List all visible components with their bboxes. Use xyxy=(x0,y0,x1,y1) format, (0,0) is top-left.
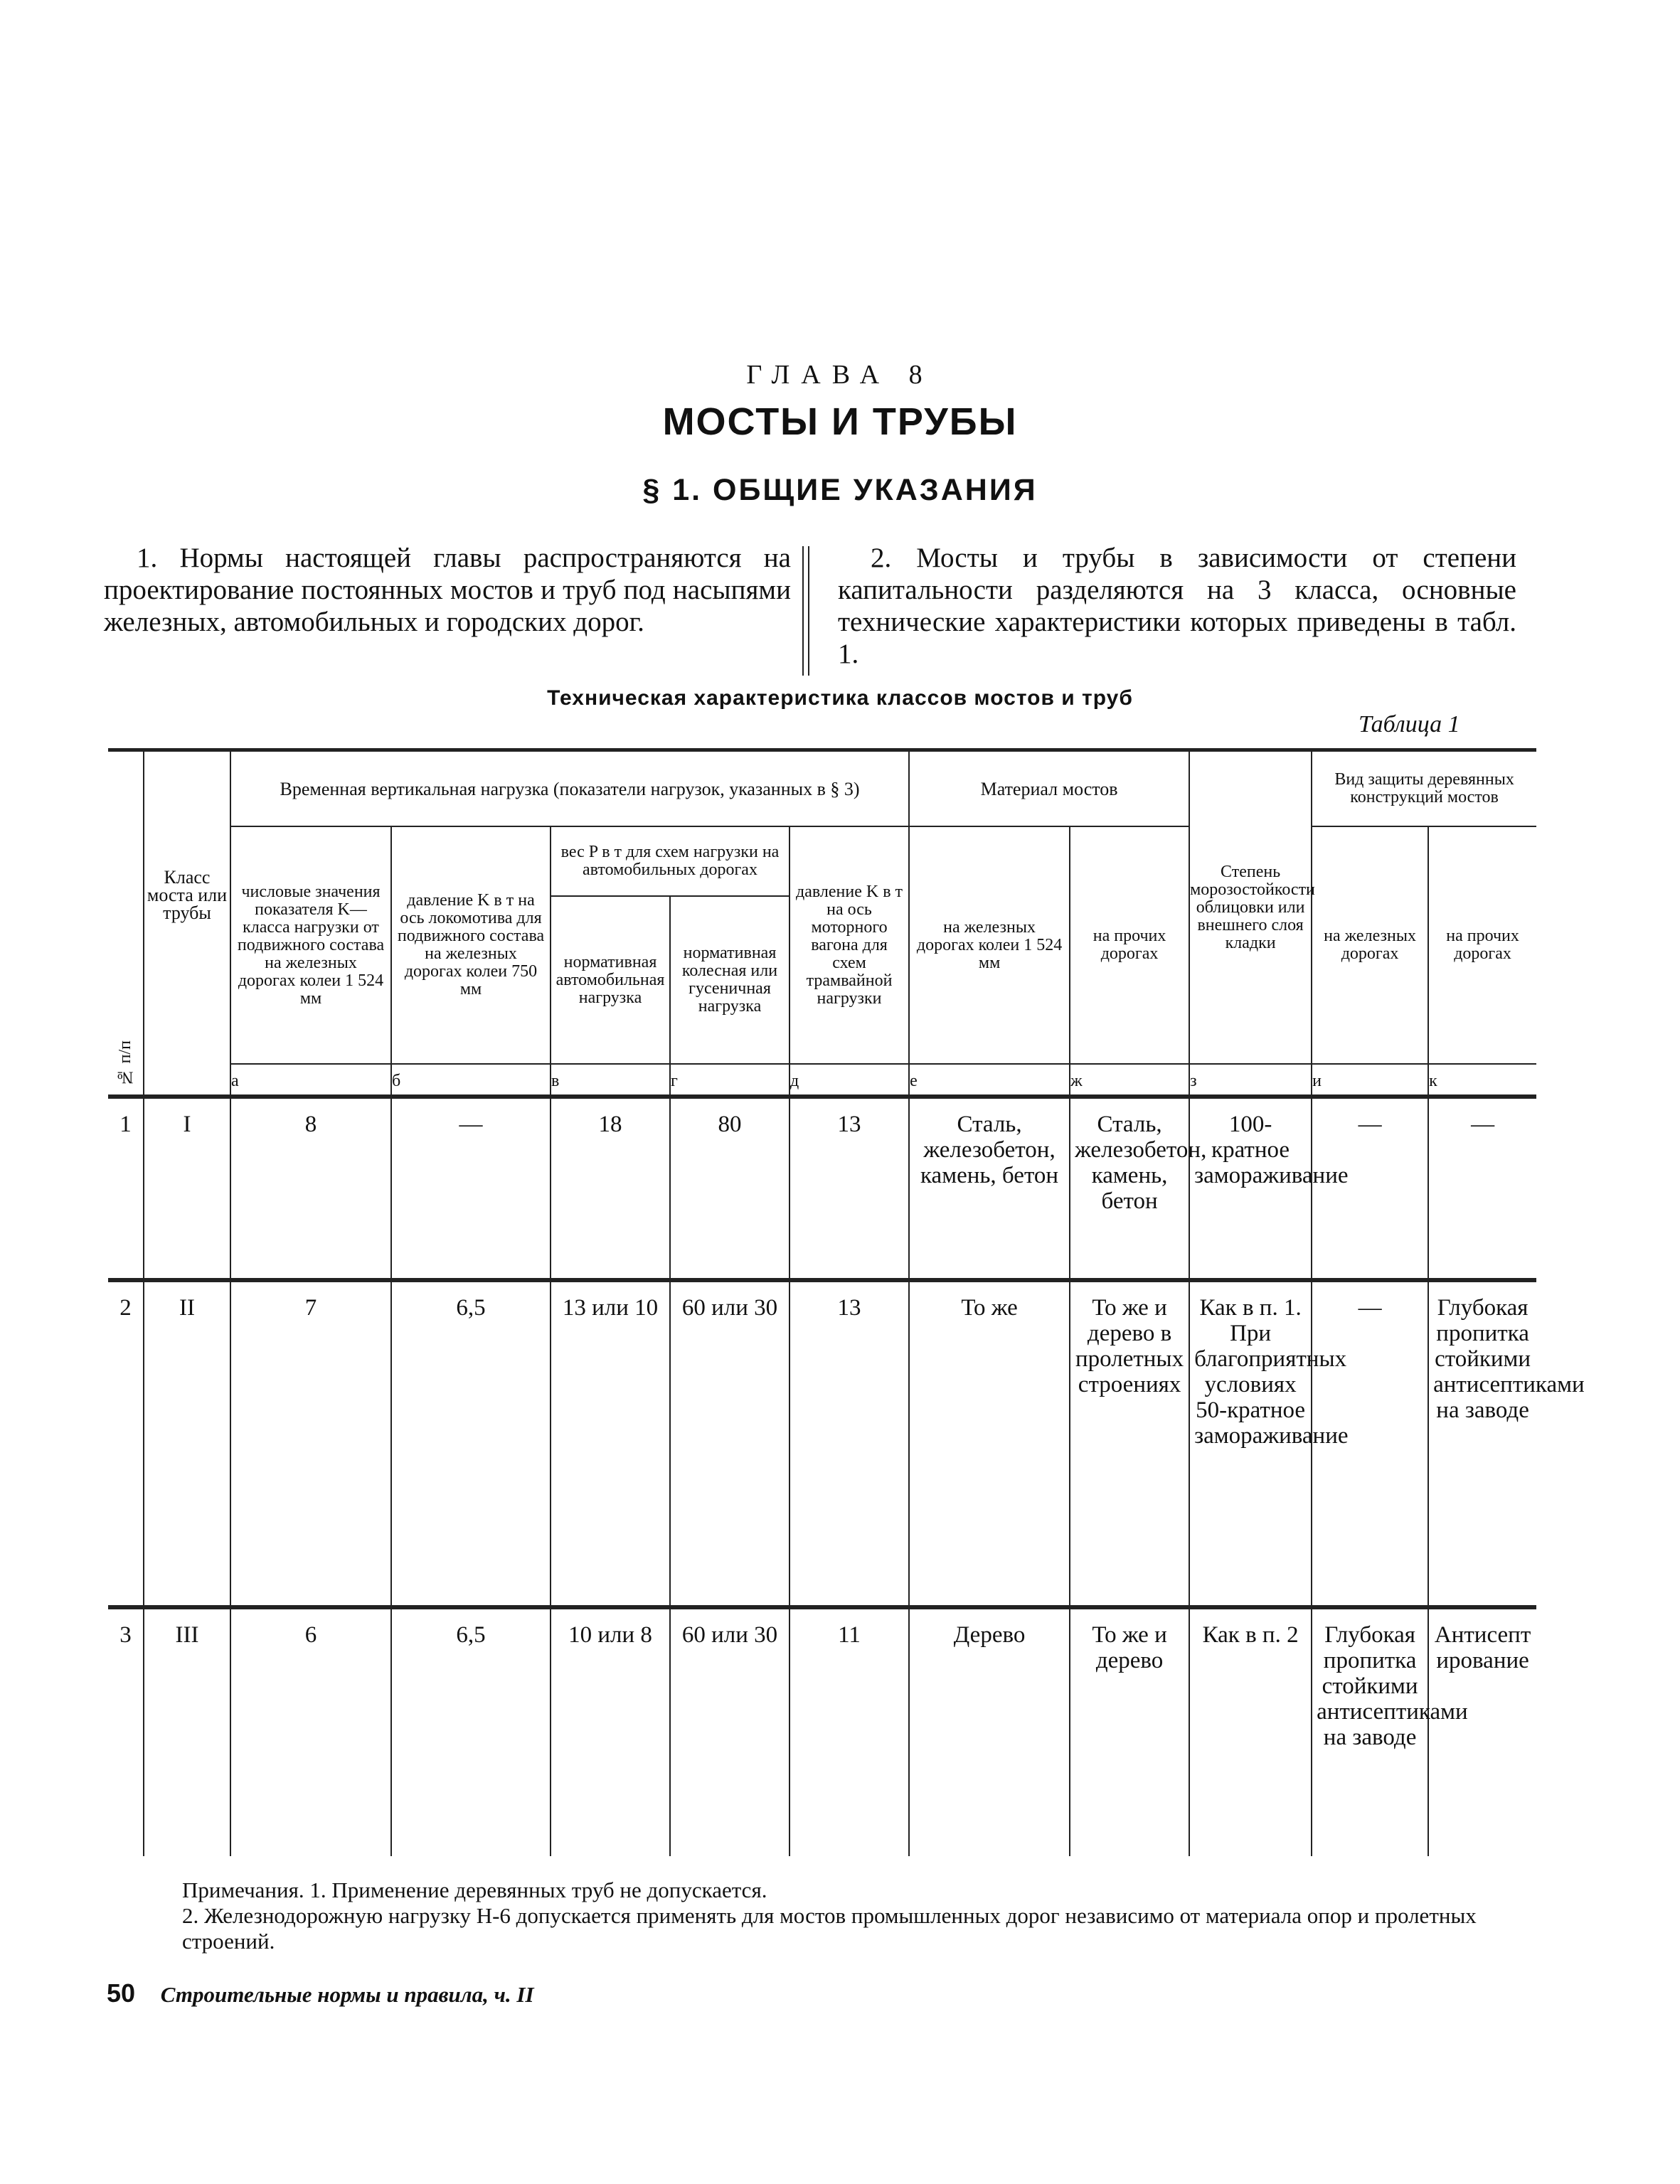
page-footer xyxy=(107,1978,534,2008)
cell-b: 6,5 xyxy=(391,1280,551,1607)
table-row xyxy=(108,1097,1536,1280)
header-d: давление K в т на ось моторного вагона для схем трамвайной нагрузки xyxy=(790,826,909,1064)
letter-v: в xyxy=(551,1064,670,1097)
header-material-group: Материал мостов xyxy=(909,750,1189,827)
cell-zh: То же и дерево xyxy=(1070,1607,1189,1856)
cell-v: 10 или 8 xyxy=(551,1607,670,1856)
table-title: Техническая характеристика классов мостов и труб xyxy=(547,686,1133,710)
cell-e: То же xyxy=(909,1280,1070,1607)
page-number: 50 xyxy=(107,1978,136,2008)
cell-n: 3 xyxy=(108,1607,144,1856)
cell-b: 6,5 xyxy=(391,1607,551,1856)
cell-a: 7 xyxy=(230,1280,391,1607)
cell-g: 60 или 30 xyxy=(670,1280,790,1607)
cell-d: 13 xyxy=(790,1280,909,1607)
cell-zh: Сталь, железобетон, камень, бетон xyxy=(1070,1097,1189,1280)
cell-k: Антисептирование xyxy=(1428,1607,1536,1856)
cell-n: 1 xyxy=(108,1097,144,1280)
cell-i: — xyxy=(1312,1280,1428,1607)
cell-d: 11 xyxy=(790,1607,909,1856)
letter-z: з xyxy=(1189,1064,1312,1097)
cell-g: 80 xyxy=(670,1097,790,1280)
letter-zh: ж xyxy=(1070,1064,1189,1097)
letter-e: е xyxy=(909,1064,1070,1097)
paragraph-1: 1. Нормы настоящей главы распространяются на проектирование постоянных мостов и труб под насыпями железных, автомобильных и городских дорог. xyxy=(104,543,791,637)
section-title: § 1. ОБЩИЕ УКАЗАНИЯ xyxy=(642,473,1038,507)
header-num: № п/п xyxy=(108,750,144,1097)
cell-z: 100-кратное замораживание xyxy=(1189,1097,1312,1280)
header-g: нормативная колесная или гусеничная нагрузка xyxy=(670,896,790,1064)
header-z: Степень морозостойкости облицовки или внешнего слоя кладки xyxy=(1189,750,1312,1065)
cell-k: Глубокая пропитка стойкими антисептиками на заводе xyxy=(1428,1280,1536,1607)
cell-a: 6 xyxy=(230,1607,391,1856)
letter-d: д xyxy=(790,1064,909,1097)
header-class: Класс моста или трубы xyxy=(144,750,230,1097)
cell-class: I xyxy=(144,1097,230,1280)
cell-e: Дерево xyxy=(909,1607,1070,1856)
header-vg-group: вес P в т для схем нагрузки на автомобильных дорогах xyxy=(551,826,790,896)
cell-n: 2 xyxy=(108,1280,144,1607)
header-b: давление K в т на ось локомотива для подвижного состава на железных дорогах колеи 750 мм xyxy=(391,826,551,1064)
cell-b: — xyxy=(391,1097,551,1280)
cell-k: — xyxy=(1428,1097,1536,1280)
note-2: 2. Железнодорожную нагрузку Н-6 допускается применять для мостов промышленных дорог независимо от материала опор и пролетных строений. xyxy=(182,1903,1477,1954)
table-row xyxy=(108,1280,1536,1607)
header-i: на железных дорогах xyxy=(1312,826,1428,1064)
cell-i: Глубокая пропитка стойкими антисептиками на заводе xyxy=(1312,1607,1428,1856)
letter-g: г xyxy=(670,1064,790,1097)
cell-e: Сталь, железобетон, камень, бетон xyxy=(909,1097,1070,1280)
cell-a: 8 xyxy=(230,1097,391,1280)
cell-g: 60 или 30 xyxy=(670,1607,790,1856)
cell-class: II xyxy=(144,1280,230,1607)
table-row xyxy=(108,1607,1536,1856)
header-k: на прочих дорогах xyxy=(1428,826,1536,1064)
table-notes xyxy=(182,1877,1519,1954)
table-label: Таблица 1 xyxy=(1359,711,1460,737)
cell-d: 13 xyxy=(790,1097,909,1280)
letter-k: к xyxy=(1428,1064,1536,1097)
letter-i: и xyxy=(1312,1064,1428,1097)
cell-zh: То же и дерево в пролетных строениях xyxy=(1070,1280,1189,1607)
spec-table xyxy=(108,748,1585,1856)
letter-b: б xyxy=(391,1064,551,1097)
cell-z: Как в п. 2 xyxy=(1189,1607,1312,1856)
column-divider xyxy=(802,546,809,676)
chapter-label: ГЛАВА 8 xyxy=(746,360,934,390)
note-1: Примечания. 1. Применение деревянных труб не допускается. xyxy=(182,1877,767,1902)
header-protection-group: Вид защиты деревянных конструкций мостов xyxy=(1312,750,1536,827)
cell-v: 18 xyxy=(551,1097,670,1280)
header-load-group: Временная вертикальная нагрузка (показатели нагрузок, указанных в § 3) xyxy=(230,750,909,827)
cell-v: 13 или 10 xyxy=(551,1280,670,1607)
cell-z: Как в п. 1. При благоприятных условиях 50-кратное замораживание xyxy=(1189,1280,1312,1607)
header-zh: на прочих дорогах xyxy=(1070,826,1189,1064)
footer-text: Строительные нормы и правила, ч. II xyxy=(160,1982,534,2007)
header-a: числовые значения показателя K—класса нагрузки от подвижного состава на железных дорогах колеи 1 524 мм xyxy=(230,826,391,1064)
cell-class: III xyxy=(144,1607,230,1856)
letter-a: а xyxy=(230,1064,391,1097)
header-v: нормативная автомобильная нагрузка xyxy=(551,896,670,1064)
header-e: на железных дорогах колеи 1 524 мм xyxy=(909,826,1070,1064)
chapter-title: МОСТЫ И ТРУБЫ xyxy=(662,400,1018,443)
cell-i: — xyxy=(1312,1097,1428,1280)
paragraph-2: 2. Мосты и трубы в зависимости от степени капитальности разделяются на 3 класса, основные технические характеристики которых приведены в табл. 1. xyxy=(838,543,1516,669)
